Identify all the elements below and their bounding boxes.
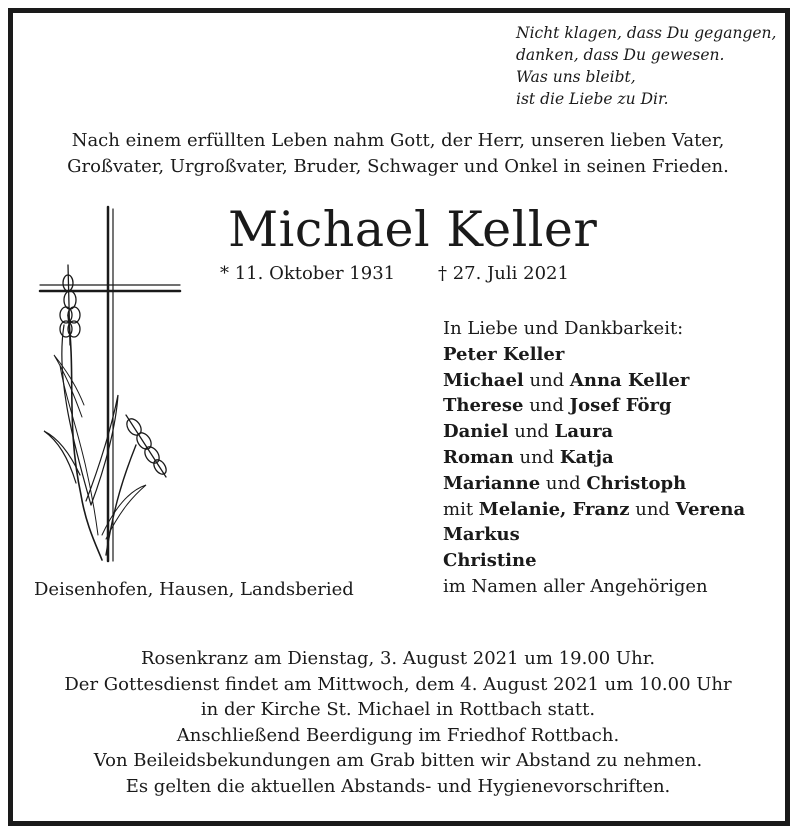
- poem: [516, 22, 776, 110]
- mourner-name: Peter Keller: [443, 343, 565, 365]
- mourner-line: [443, 548, 745, 574]
- notice-line: Rosenkranz am Dienstag, 3. August 2021 um 19.00 Uhr.: [140, 648, 656, 669]
- intro-line: Großvater, Urgroßvater, Bruder, Schwager und Onkel in seinen Frieden.: [67, 156, 729, 177]
- notice-line: in der Kirche St. Michael in Rottbach statt.: [200, 699, 596, 720]
- mourner-name: Verena: [675, 498, 746, 520]
- mourner-conjunction: und: [508, 421, 555, 443]
- cross-with-wheat-icon: [36, 205, 186, 565]
- mourner-conjunction: und: [540, 472, 587, 494]
- poem-line: danken, dass Du gewesen.: [516, 46, 725, 64]
- poem-line: Nicht klagen, dass Du gegangen,: [516, 24, 777, 42]
- mourner-name: Daniel: [443, 421, 509, 443]
- service-notice: [0, 646, 796, 799]
- poem-line: ist die Liebe zu Dir.: [516, 90, 669, 108]
- death-date: † 27. Juli 2021: [438, 263, 569, 284]
- mourner-name: Christine: [443, 550, 537, 572]
- mourner-conjunction: und: [523, 369, 570, 391]
- mourner-name: Katja: [559, 446, 614, 468]
- mourner-name: Therese: [443, 395, 524, 417]
- intro-line: Nach einem erfüllten Leben nahm Gott, der Herr, unseren lieben Vater,: [71, 130, 725, 151]
- notice-line: Es gelten die aktuellen Abstands- und Hygienevorschriften.: [125, 775, 671, 797]
- mourners-list: [443, 316, 745, 600]
- mourner-conjunction: und: [513, 446, 560, 468]
- mourner-line: [443, 419, 745, 445]
- mourner-name: Josef Förg: [569, 395, 672, 417]
- mourner-line: [443, 368, 745, 394]
- mourner-name: Markus: [443, 524, 520, 546]
- mourner-conjunction: und: [523, 395, 570, 417]
- mourner-line: [443, 445, 745, 471]
- mourner-line: [443, 522, 745, 548]
- mourner-name: Roman: [443, 446, 514, 468]
- notice-line: Der Gottesdienst findet am Mittwoch, dem 4. August 2021 um 10.00 Uhr: [64, 673, 732, 695]
- deceased-name: Michael Keller: [228, 201, 598, 258]
- mourner-name: Michael: [443, 369, 524, 391]
- notice-line: Von Beileidsbekundungen am Grab bitten wir Abstand zu nehmen.: [93, 750, 703, 771]
- mourners-heading: In Liebe und Dankbarkeit:: [443, 318, 684, 339]
- mourner-name: Laura: [554, 421, 614, 443]
- mourner-conjunction: mit: [443, 498, 479, 520]
- mourner-name: Marianne: [443, 472, 541, 494]
- mourner-line: [443, 393, 745, 419]
- mourner-line: [443, 471, 745, 497]
- notice-line: Anschließend Beerdigung im Friedhof Rottbach.: [176, 724, 620, 746]
- birth-date: * 11. Oktober 1931: [220, 263, 396, 284]
- intro-text: [0, 128, 796, 180]
- mourner-line: [443, 342, 745, 368]
- mourner-conjunction: und: [629, 498, 676, 520]
- mourner-name: Anna Keller: [569, 369, 690, 391]
- poem-line: Was uns bleibt,: [516, 68, 636, 86]
- place-names: Deisenhofen, Hausen, Landsberied: [34, 579, 354, 600]
- mourner-line: [443, 497, 745, 523]
- mourners-closing: im Namen aller Angehörigen: [443, 575, 708, 597]
- mourner-name: Melanie, Franz: [478, 498, 630, 520]
- mourner-name: Christoph: [586, 472, 687, 494]
